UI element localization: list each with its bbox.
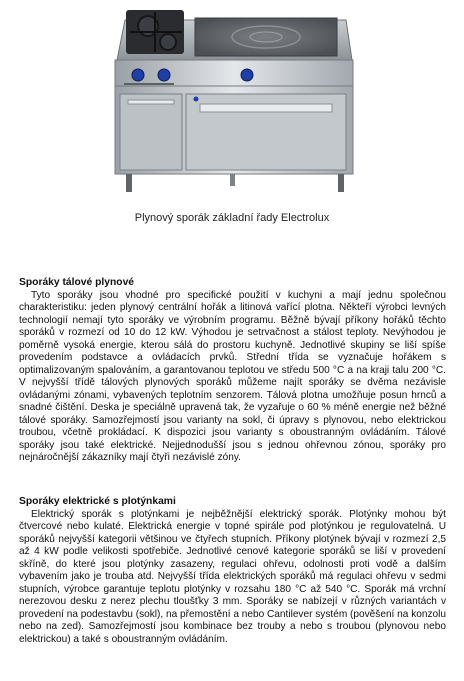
stove-image [0, 0, 464, 200]
figure-caption: Plynový sporák základní řady Electrolux [134, 212, 330, 224]
section-electric-hotplates [19, 496, 446, 646]
section-body: Tyto sporáky jsou vhodné pro specifické použití v kuchyni a mají jednu společnou charakteristiku: jeden plynový centrální hořák a litinová vařící plotna. Někteří výrobci levných technologií nemají tyto sporáky ve výrobním programu. Běžně bývají příkony hořáků těchto sporáků v rozmezí od 10 do 12 kW. Výhodou je setrvačnost a stálost teploty. Nevýhodou je poměrně vysoká energie, kterou sálá do prostoru kuchyně. Jednotlivé skupiny se liší spíše provedením podstavce a ovládacích prvků. Střední třída se vyznačuje hořákem s optimalizovaným spalováním, a garantovanou teplotou ve středu 500 °C a na kraji talu 200 °C. V nejvyšší třídě tálových plynových sporáků můžeme najít sporáky se dvěma nezávisle ovládanými zónami, vybavených teplotním senzorem. Tálová plotna umožňuje posun hrnců a snadné čištění. Deska je speciálně upravená tak, že vyzařuje o 60 % méně energie než běžné tálové sporáky. Samozřejmostí jsou varianty na sokl, či úpravy s plynovou, nebo elektrickou troubou, včetně prokládací. K dispozici jsou varianty s oboustranným ovládáním. Tálové sporáky jsou také elektrické. Nejjednodušší jsou s jednou ohřevnou zónou, sporáky pro nejnáročnější zákazníky mají čtyři nezávislé zóny. [19, 289, 446, 463]
section-gas-solid-top [19, 277, 446, 465]
section-body: Elektrický sporák s plotýnkami je nejběžnější elektrický sporák. Plotýnky mohou být čtvercové nebo kulaté. Elektrická energie v topné spirále pod plotýnkou je regulovatelná. U sporáků nejvyšší kategorii většinou ve čtyřech stupních. Příkony plotýnek bývají v rozmezí 2,5 až 4 kW podle velikosti spotřebiče. Jednotlivé cenové kategorie sporáků se liší v provedení skříně, do které jsou plotýnky zasazeny, regulaci ohřevu, odolnosti proti vodě a dalším vybavením jako je trouba atd. Nejvyšší třída elektrických sporáků má regulaci ohřevu v sedmi stupních, výrobce garantuje teplotu plotýnky v rozsahu 180 °C až 540 °C. Sporák má vrchní nerezovou desku z nerez plechu tloušťky 3 mm. Sporáky se nabízejí v různých variantách v provedení na podestavbu (sokl), na přemostění a nebo Cantilever systém (pověšení na konzolu nebo na zed). Samozřejmostí jsou kombinace bez trouby a nebo s troubou (plynovou nebo elektrickou) a také s oboustranným ovládáním. [19, 508, 446, 645]
section-heading: Sporáky tálové plynové [19, 277, 135, 288]
section-heading: Sporáky elektrické s plotýnkami [19, 496, 176, 507]
